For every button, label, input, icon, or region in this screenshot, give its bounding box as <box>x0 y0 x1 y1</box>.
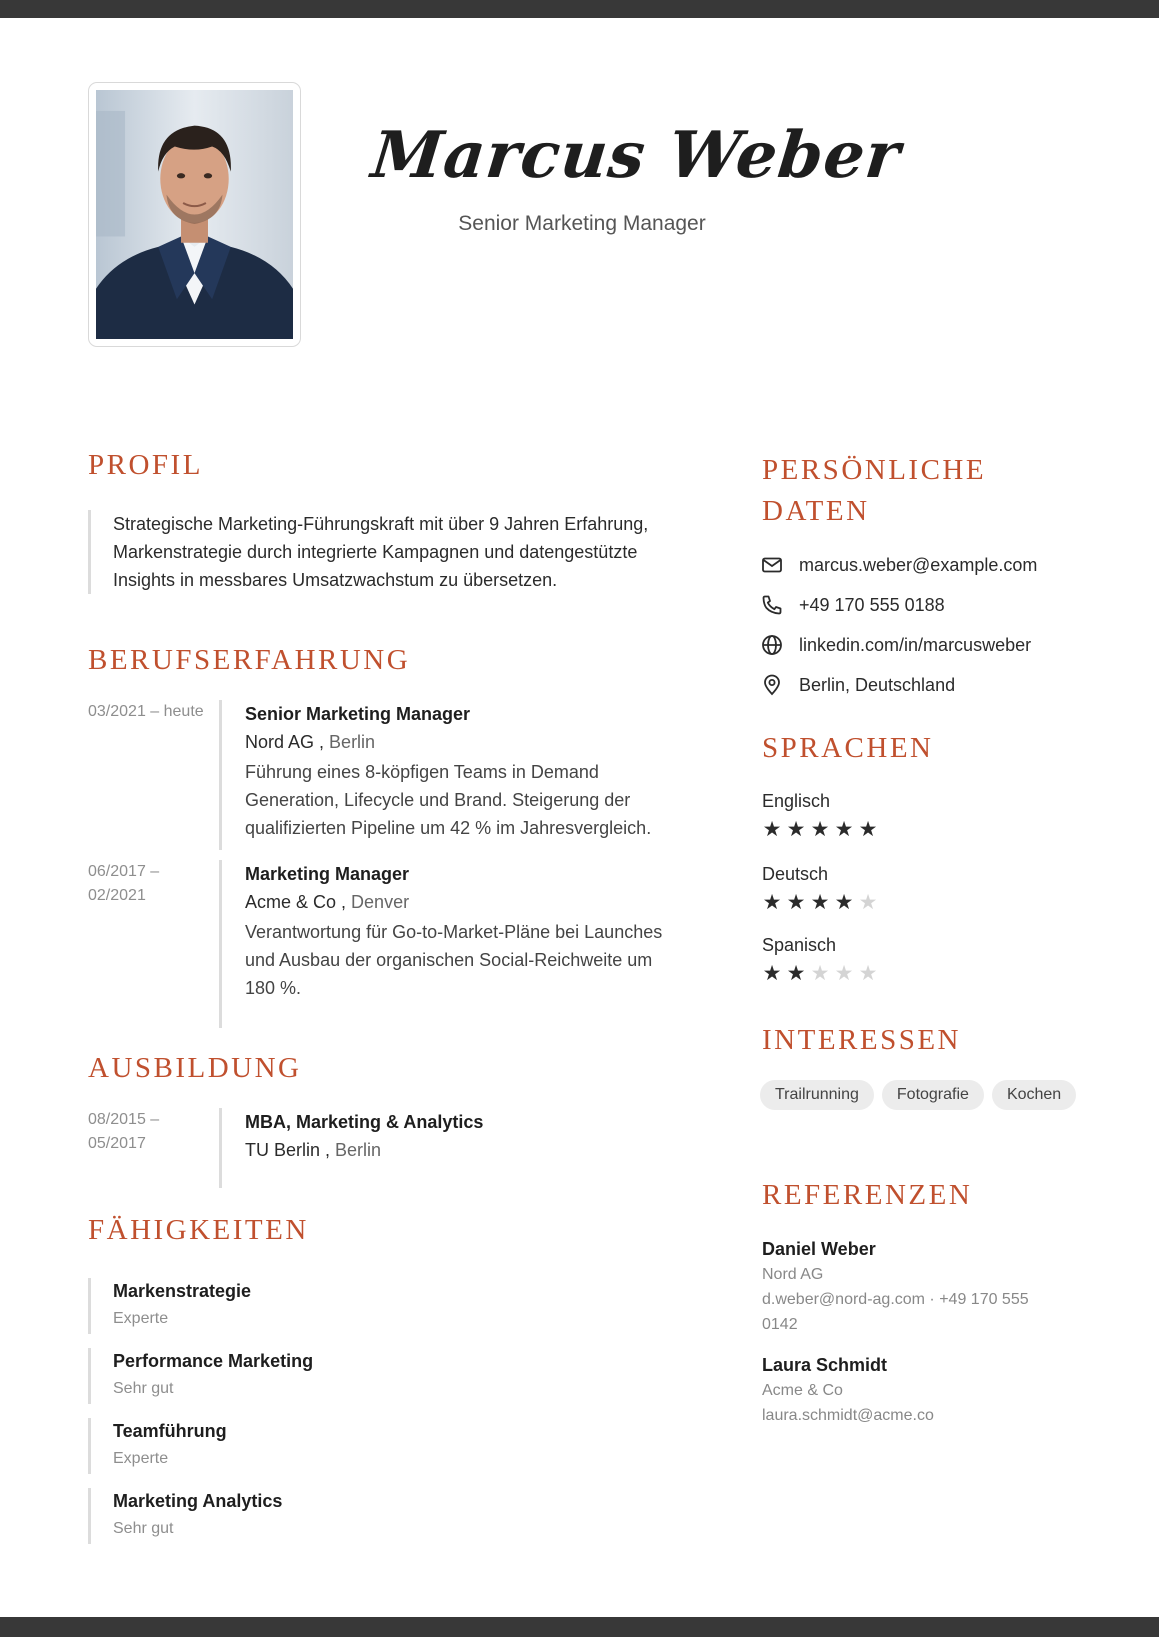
star-filled-icon: ★ <box>858 818 878 841</box>
entry-role: Senior Marketing Manager <box>245 704 471 724</box>
star-filled-icon: ★ <box>810 818 830 841</box>
candidate-title: Senior Marketing Manager <box>458 212 706 235</box>
section-title-skills: FÄHIGKEITEN <box>88 1214 309 1246</box>
reference-contact: d.weber@nord-ag.com · +49 170 555 <box>762 1291 1029 1308</box>
language-name: Spanisch <box>762 935 837 955</box>
section-title-personal-line1: PERSÖNLICHE <box>762 454 987 486</box>
interest-chips <box>760 1080 1080 1110</box>
skill-name: Teamführung <box>113 1421 227 1441</box>
skill-name: Markenstrategie <box>113 1281 252 1301</box>
language-rating <box>762 818 1062 842</box>
phone-text[interactable]: +49 170 555 0188 <box>799 595 945 615</box>
star-filled-icon: ★ <box>834 891 854 914</box>
language-item <box>762 788 1062 842</box>
language-item <box>762 861 1062 915</box>
star-empty-icon: ★ <box>858 891 878 914</box>
star-filled-icon: ★ <box>810 891 830 914</box>
bottom-bar <box>0 1617 1159 1637</box>
location-pin-icon <box>760 673 784 697</box>
entry-org: TU Berlin , Berlin <box>245 1140 382 1160</box>
skill-level: Sehr gut <box>113 1380 174 1397</box>
phone-icon <box>760 593 784 617</box>
portrait-image <box>96 90 293 339</box>
timeline-rule <box>219 860 222 1028</box>
reference-contact: laura.schmidt@acme.co <box>762 1407 934 1424</box>
section-title-languages: SPRACHEN <box>762 732 934 764</box>
candidate-name: Marcus Weber <box>368 118 905 193</box>
star-filled-icon: ★ <box>762 891 782 914</box>
entry-date: 06/2017 – 02/2021 <box>88 863 160 904</box>
entry-description: Führung eines 8-köpfigen Teams in Demand Generation, Lifecycle und Brand. Steigerung der qualifizierten Pipeline um 42 % im Jahresvergleich. <box>245 762 652 838</box>
reference-name: Daniel Weber <box>762 1239 876 1259</box>
skill-item <box>88 1418 488 1474</box>
star-filled-icon: ★ <box>786 818 806 841</box>
language-item <box>762 932 1062 986</box>
contact-location <box>760 670 1130 700</box>
star-filled-icon: ★ <box>834 818 854 841</box>
skill-level: Experte <box>113 1450 169 1467</box>
entry-date: 03/2021 – heute <box>88 703 204 720</box>
skill-name: Marketing Analytics <box>113 1491 283 1511</box>
language-rating <box>762 891 1062 915</box>
entry-location: Berlin <box>329 732 376 752</box>
reference-company: Acme & Co <box>762 1382 843 1399</box>
section-title-references: REFERENZEN <box>762 1179 973 1211</box>
interest-chip: Kochen <box>992 1080 1076 1110</box>
email-text[interactable]: marcus.weber@example.com <box>799 555 1038 575</box>
globe-icon <box>760 633 784 657</box>
entry-degree: MBA, Marketing & Analytics <box>245 1112 484 1132</box>
timeline-rule <box>219 1108 222 1188</box>
entry-company: Acme & Co <box>245 892 337 912</box>
contact-phone <box>760 590 1130 620</box>
mail-icon <box>760 553 784 577</box>
experience-entry <box>88 860 688 1028</box>
entry-location: Berlin <box>335 1140 382 1160</box>
top-bar <box>0 0 1159 18</box>
entry-location: Denver <box>351 892 410 912</box>
entry-description: Verantwortung für Go-to-Market-Pläne bei Launches und Ausbau der organischen Social-Reichweite um 180 %. <box>245 922 663 998</box>
section-title-experience: BERUFSERFAHRUNG <box>88 644 411 676</box>
section-title-personal-line2: DATEN <box>762 495 870 527</box>
entry-org: Nord AG , Berlin <box>245 732 376 752</box>
star-empty-icon: ★ <box>858 962 878 985</box>
entry-role: Marketing Manager <box>245 864 410 884</box>
reference-item <box>762 1352 1062 1428</box>
timeline-rule <box>219 700 222 850</box>
contact-linkedin <box>760 630 1130 660</box>
education-entry <box>88 1108 688 1188</box>
interest-chip: Fotografie <box>882 1080 984 1110</box>
reference-company: Nord AG <box>762 1266 824 1283</box>
skill-item <box>88 1488 488 1544</box>
profile-photo-frame <box>88 82 301 347</box>
star-filled-icon: ★ <box>762 818 782 841</box>
entry-school: TU Berlin <box>245 1140 321 1160</box>
reference-item <box>762 1236 1062 1337</box>
reference-name: Laura Schmidt <box>762 1355 888 1375</box>
entry-org: Acme & Co , Denver <box>245 892 410 912</box>
linkedin-text[interactable]: linkedin.com/in/marcusweber <box>799 635 1032 655</box>
star-filled-icon: ★ <box>762 962 782 985</box>
skill-name: Performance Marketing <box>113 1351 314 1371</box>
section-title-personal <box>762 450 986 532</box>
section-title-profile: PROFIL <box>88 449 203 481</box>
profile-summary: Strategische Marketing-Führungskraft mit über 9 Jahren Erfahrung, Markenstrategie durch integrierte Kampagnen und datengestützte Insights in messbares Umsatzwachstum zu übersetzen. <box>88 510 658 594</box>
star-empty-icon: ★ <box>810 962 830 985</box>
star-empty-icon: ★ <box>834 962 854 985</box>
skill-item <box>88 1278 488 1334</box>
profile-photo <box>96 90 293 339</box>
location-text: Berlin, Deutschland <box>799 675 956 695</box>
language-rating <box>762 962 1062 986</box>
skill-item <box>88 1348 488 1404</box>
section-title-interests: INTERESSEN <box>762 1024 961 1056</box>
section-title-education: AUSBILDUNG <box>88 1052 302 1084</box>
star-filled-icon: ★ <box>786 891 806 914</box>
star-filled-icon: ★ <box>786 962 806 985</box>
language-name: Englisch <box>762 791 831 811</box>
reference-contact-cont: 0142 <box>762 1316 798 1333</box>
contact-email <box>760 550 1130 580</box>
skill-level: Sehr gut <box>113 1520 174 1537</box>
entry-company: Nord AG <box>245 732 315 752</box>
language-name: Deutsch <box>762 864 829 884</box>
entry-date: 08/2015 – 05/2017 <box>88 1111 160 1152</box>
experience-entry <box>88 700 688 850</box>
interest-chip: Trailrunning <box>760 1080 874 1110</box>
skill-level: Experte <box>113 1310 169 1327</box>
